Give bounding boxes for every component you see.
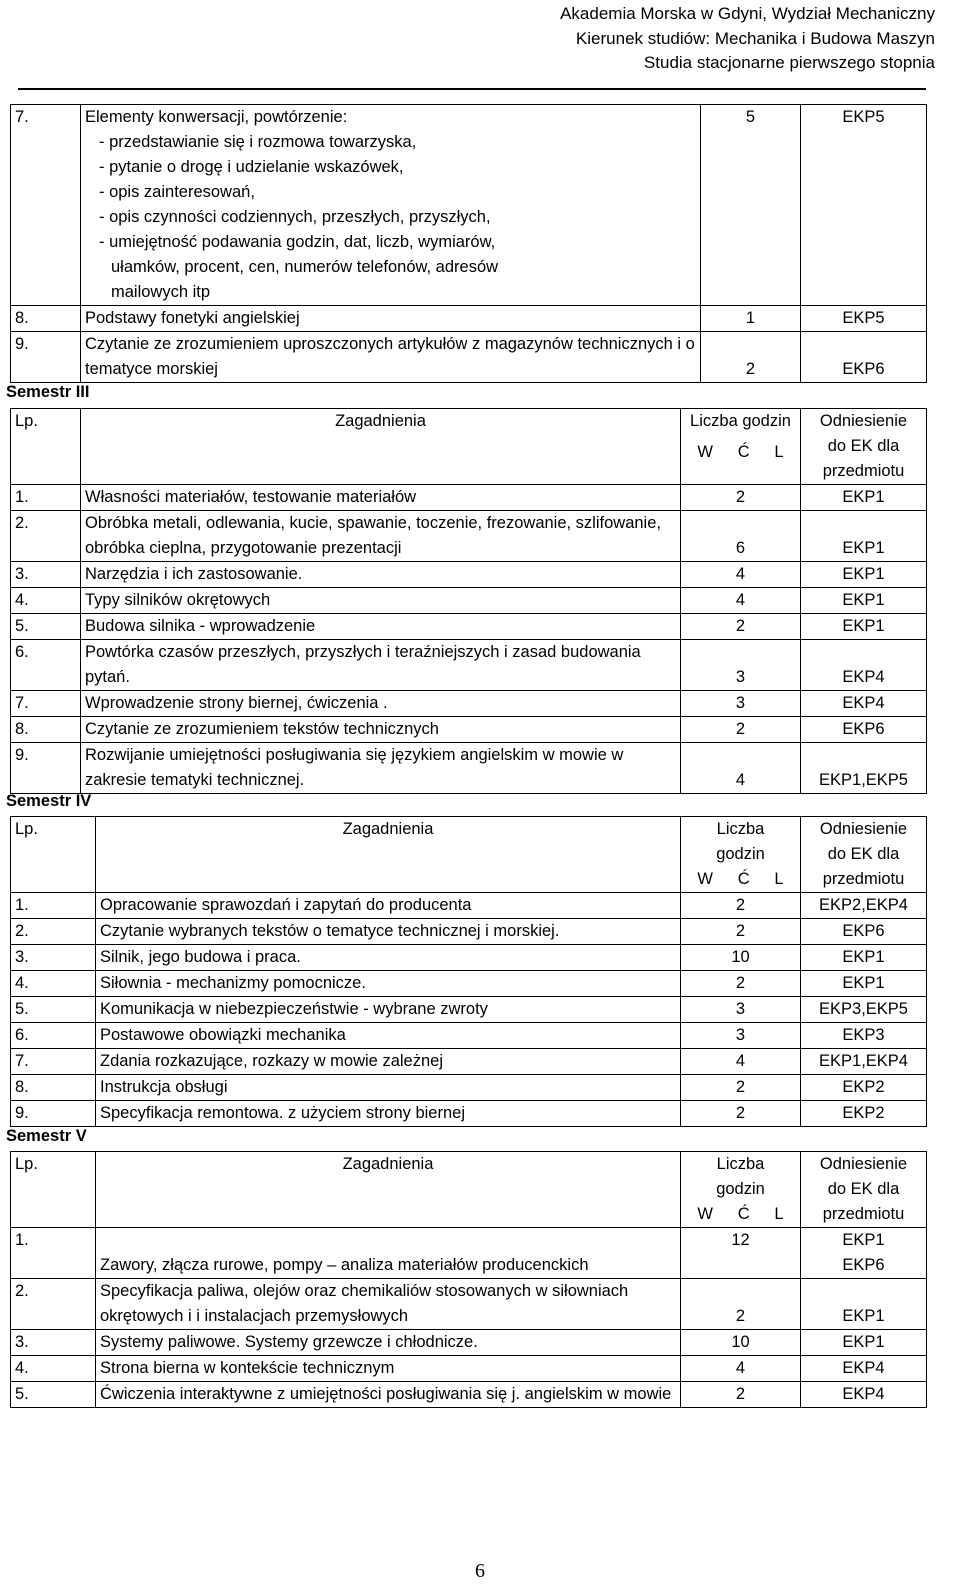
row-hours: 4 [681, 588, 801, 614]
row-hours: 3 [681, 691, 801, 717]
row-topic: Specyfikacja paliwa, olejów oraz chemikaliów stosowanych w siłowniach okrętowych i i instalacjach przemysłowych [96, 1279, 681, 1330]
row-ek: EKP1 [801, 562, 927, 588]
header-hours-line: Liczba [716, 1155, 765, 1173]
row-lp: 8. [11, 1075, 96, 1101]
row-topic: Specyfikacja remontowa. z użyciem strony biernej [96, 1101, 681, 1127]
row-ek: EKP4 [801, 691, 927, 717]
header-w: W [697, 443, 713, 461]
row-lp: 3. [11, 1330, 96, 1356]
header-topic: Zagadnienia [81, 409, 681, 485]
table-row [11, 1330, 927, 1356]
ek-line: EKP1 [842, 1231, 885, 1249]
row-hours: 4 [681, 743, 801, 794]
row-ek: EKP6 [801, 919, 927, 945]
header-hours [681, 817, 801, 893]
row-hours: 2 [681, 1279, 801, 1330]
header-ek [801, 1152, 927, 1228]
header-lp: Lp. [11, 409, 81, 485]
header-lp: Lp. [11, 817, 96, 893]
table-row [11, 997, 927, 1023]
row-ek: EKP1 [801, 588, 927, 614]
table-row [11, 1023, 927, 1049]
row-ek: EKP4 [801, 640, 927, 691]
row-hours: 10 [681, 945, 801, 971]
row-topic: Opracowanie sprawozdań i zapytań do producenta [96, 893, 681, 919]
table-header-row [11, 817, 927, 893]
page-number: 6 [475, 1560, 485, 1582]
row-hours: 4 [681, 562, 801, 588]
header-w: W [697, 1205, 713, 1223]
header-hours-line: godzin [716, 845, 765, 863]
row-topic: Budowa silnika - wprowadzenie [81, 614, 681, 640]
ek-line: EKP6 [842, 1256, 885, 1274]
row-hours: 1 [701, 306, 801, 332]
header-ek-line: przedmiotu [822, 1205, 905, 1223]
row-lp: 1. [11, 893, 96, 919]
row-topic: Postawowe obowiązki mechanika [96, 1023, 681, 1049]
row-topic: Siłownia - mechanizmy pomocnicze. [96, 971, 681, 997]
topic-item: mailowych itp [111, 283, 211, 301]
table-row [11, 1049, 927, 1075]
header-topic: Zagadnienia [96, 1152, 681, 1228]
row-ek: EKP2,EKP4 [801, 893, 927, 919]
header-ek-line: do EK dla [827, 437, 900, 455]
semester-label: Semestr V [6, 1127, 87, 1145]
header-lp: Lp. [11, 1152, 96, 1228]
row-lp: 4. [11, 1356, 96, 1382]
header-wcl [685, 867, 796, 892]
row-lp: 1. [11, 485, 81, 511]
table-row [11, 1101, 927, 1127]
row-ek: EKP5 [801, 105, 927, 306]
row-topic: Komunikacja w niebezpieczeństwie - wybrane zwroty [96, 997, 681, 1023]
row-hours: 5 [701, 105, 801, 306]
row-hours: 2 [681, 1382, 801, 1408]
header-ek-line: do EK dla [827, 845, 900, 863]
topic-item: - opis czynności codziennych, przeszłych, przyszłych, [99, 208, 491, 226]
row-topic: Silnik, jego budowa i praca. [96, 945, 681, 971]
header-mode: Studia stacjonarne pierwszego stopnia [643, 53, 935, 72]
row-lp: 8. [11, 306, 81, 332]
header-ek-line: przedmiotu [822, 462, 905, 480]
table-row [11, 1382, 927, 1408]
header-hours [681, 1152, 801, 1228]
document-header [0, 0, 935, 76]
row-topic: Instrukcja obsługi [96, 1075, 681, 1101]
row-ek: EKP4 [801, 1356, 927, 1382]
row-hours: 3 [681, 1023, 801, 1049]
row-lp: 2. [11, 1279, 96, 1330]
header-c: Ć [737, 870, 750, 888]
row-hours: 2 [681, 1075, 801, 1101]
header-hours-line: Liczba [716, 820, 765, 838]
row-lp: 7. [11, 691, 81, 717]
row-ek: EKP2 [801, 1101, 927, 1127]
row-ek: EKP1 [801, 971, 927, 997]
row-ek: EKP1,EKP5 [801, 743, 927, 794]
row-topic: Wprowadzenie strony biernej, ćwiczenia . [81, 691, 681, 717]
row-ek: EKP3 [801, 1023, 927, 1049]
row-ek: EKP1 [801, 614, 927, 640]
table-row [11, 1356, 927, 1382]
table-row [11, 511, 927, 562]
row-topic: Zawory, złącza rurowe, pompy – analiza materiałów producenckich [96, 1228, 681, 1279]
row-lp: 9. [11, 743, 81, 794]
header-c: Ć [737, 1205, 750, 1223]
row-topic: Podstawy fonetyki angielskiej [81, 306, 701, 332]
topic-item: - umiejętność podawania godzin, dat, liczb, wymiarów, [99, 233, 496, 251]
topic-item: - przedstawianie się i rozmowa towarzyska, [99, 133, 417, 151]
row-lp: 7. [11, 1049, 96, 1075]
row-topic: Systemy paliwowe. Systemy grzewcze i chłodnicze. [96, 1330, 681, 1356]
top-table [10, 104, 927, 383]
table-row [11, 640, 927, 691]
row-topic: Czytanie ze zrozumieniem uproszczonych artykułów z magazynów technicznych i o tematyce morskiej [81, 332, 701, 383]
header-rule [18, 88, 926, 90]
row-ek: EKP2 [801, 1075, 927, 1101]
table-row [11, 971, 927, 997]
row-hours: 3 [681, 640, 801, 691]
topic-item: ułamków, procent, cen, numerów telefonów, adresów [111, 258, 499, 276]
row-topic: Własności materiałów, testowanie materiałów [81, 485, 681, 511]
row-lp: 6. [11, 640, 81, 691]
semester-label: Semestr III [6, 383, 90, 401]
row-hours: 6 [681, 511, 801, 562]
header-ek-line: do EK dla [827, 1180, 900, 1198]
row-ek [801, 1228, 927, 1279]
row-lp: 6. [11, 1023, 96, 1049]
header-l: L [774, 443, 784, 461]
table-row [11, 919, 927, 945]
row-topic: Obróbka metali, odlewania, kucie, spawanie, toczenie, frezowanie, szlifowanie, obróbka cieplna, przygotowanie prezentacji [81, 511, 681, 562]
header-ek-line: Odniesienie [819, 412, 908, 430]
semester-label: Semestr IV [6, 792, 92, 810]
row-hours: 2 [701, 332, 801, 383]
table-header-row [11, 409, 927, 485]
table-row [11, 743, 927, 794]
row-topic: Rozwijanie umiejętności posługiwania się językiem angielskim w mowie w zakresie tematyki technicznej. [81, 743, 681, 794]
table-row [11, 485, 927, 511]
row-hours: 2 [681, 614, 801, 640]
header-l: L [774, 870, 784, 888]
topic-item: - opis zainteresowań, [99, 183, 255, 201]
row-lp: 7. [11, 105, 81, 306]
table-row [11, 1228, 927, 1279]
table-row [11, 588, 927, 614]
row-lp: 4. [11, 971, 96, 997]
row-topic: Powtórka czasów przeszłych, przyszłych i teraźniejszych i zasad budowania pytań. [81, 640, 681, 691]
row-lp: 2. [11, 919, 96, 945]
row-ek: EKP1,EKP4 [801, 1049, 927, 1075]
row-lp: 5. [11, 1382, 96, 1408]
table-row [11, 1075, 927, 1101]
row-ek: EKP6 [801, 717, 927, 743]
header-hours-line: godzin [716, 1180, 765, 1198]
row-ek: EKP5 [801, 306, 927, 332]
header-ek [801, 817, 927, 893]
topic-item: - pytanie o drogę i udzielanie wskazówek, [99, 158, 404, 176]
row-ek: EKP1 [801, 485, 927, 511]
row-ek: EKP4 [801, 1382, 927, 1408]
row-topic: Ćwiczenia interaktywne z umiejętności posługiwania się j. angielskim w mowie [96, 1382, 681, 1408]
table-row [11, 614, 927, 640]
header-hours-label: Liczba godzin [690, 412, 791, 430]
row-hours: 2 [681, 971, 801, 997]
header-c: Ć [737, 443, 750, 461]
row-topic: Czytanie ze zrozumieniem tekstów technicznych [81, 717, 681, 743]
row-topic: Czytanie wybranych tekstów o tematyce technicznej i morskiej. [96, 919, 681, 945]
table-row [11, 562, 927, 588]
row-hours: 4 [681, 1049, 801, 1075]
row-lp: 9. [11, 1101, 96, 1127]
row-lp: 3. [11, 945, 96, 971]
semester-3-table [10, 408, 927, 794]
row-ek: EKP6 [801, 332, 927, 383]
row-topic [81, 105, 701, 306]
table-row [11, 893, 927, 919]
row-ek: EKP3,EKP5 [801, 997, 927, 1023]
header-hours [681, 409, 801, 485]
table-row [11, 945, 927, 971]
row-lp: 8. [11, 717, 81, 743]
table-header-row [11, 1152, 927, 1228]
header-field: Kierunek studiów: Mechanika i Budowa Maszyn [575, 28, 935, 48]
row-hours: 2 [681, 485, 801, 511]
header-university: Akademia Morska w Gdyni, Wydział Mechaniczny [560, 4, 935, 23]
header-wcl [685, 1202, 796, 1227]
table-row [11, 306, 927, 332]
row-ek: EKP1 [801, 945, 927, 971]
row-lp: 4. [11, 588, 81, 614]
table-row [11, 717, 927, 743]
header-w: W [697, 870, 713, 888]
row-hours: 10 [681, 1330, 801, 1356]
row-topic: Zdania rozkazujące, rozkazy w mowie zależnej [96, 1049, 681, 1075]
row-hours: 2 [681, 893, 801, 919]
row-hours: 12 [681, 1228, 801, 1279]
row-topic: Narzędzia i ich zastosowanie. [81, 562, 681, 588]
table-row [11, 1279, 927, 1330]
row-hours: 2 [681, 1101, 801, 1127]
topic-title: Elementy konwersacji, powtórzenie: [85, 108, 348, 126]
row-topic: Typy silników okrętowych [81, 588, 681, 614]
row-lp: 5. [11, 997, 96, 1023]
semester-5-table [10, 1151, 927, 1408]
row-ek: EKP1 [801, 1330, 927, 1356]
header-l: L [774, 1205, 784, 1223]
header-topic: Zagadnienia [96, 817, 681, 893]
header-ek-line: Odniesienie [819, 1155, 908, 1173]
row-topic: Strona bierna w kontekście technicznym [96, 1356, 681, 1382]
row-ek: EKP1 [801, 511, 927, 562]
row-lp: 9. [11, 332, 81, 383]
row-hours: 3 [681, 997, 801, 1023]
row-lp: 3. [11, 562, 81, 588]
header-wcl [685, 440, 796, 465]
header-ek-line: Odniesienie [819, 820, 908, 838]
row-lp: 1. [11, 1228, 96, 1279]
header-ek-line: przedmiotu [822, 870, 905, 888]
row-hours: 2 [681, 717, 801, 743]
row-hours: 4 [681, 1356, 801, 1382]
row-ek: EKP1 [801, 1279, 927, 1330]
table-row [11, 332, 927, 383]
semester-4-table [10, 816, 927, 1127]
row-lp: 2. [11, 511, 81, 562]
table-row [11, 105, 927, 306]
row-lp: 5. [11, 614, 81, 640]
row-hours: 2 [681, 919, 801, 945]
header-ek [801, 409, 927, 485]
table-row [11, 691, 927, 717]
